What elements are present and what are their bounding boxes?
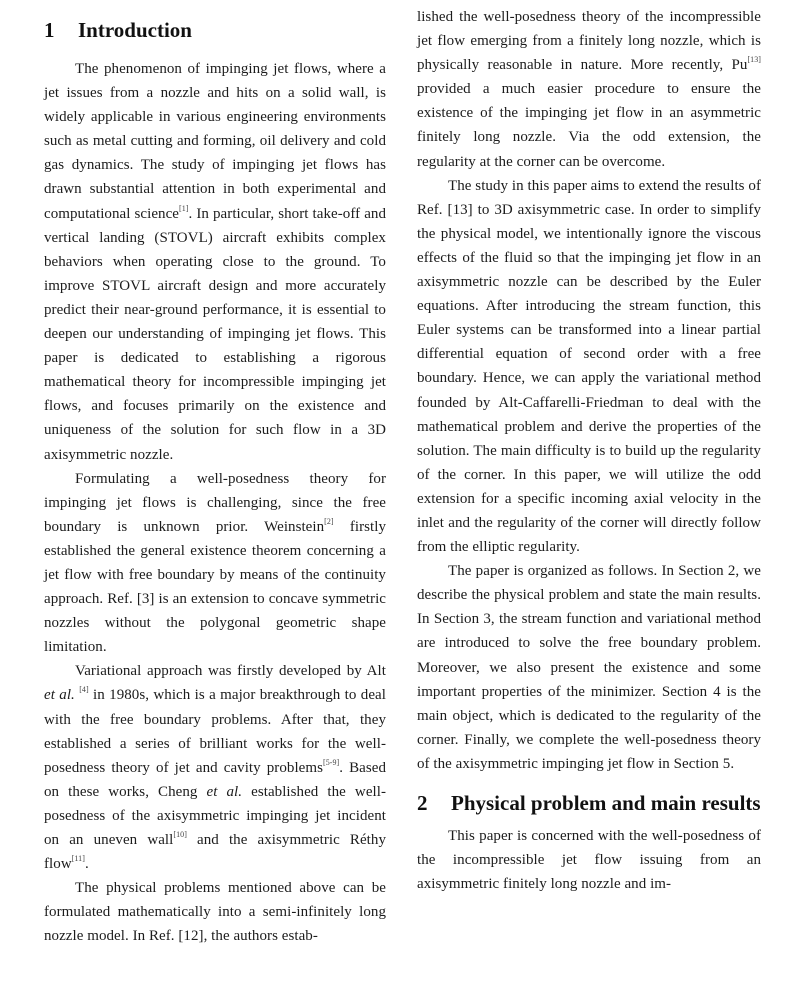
citation: [2] (324, 516, 334, 526)
citation: [4] (79, 685, 89, 695)
section-2-heading (417, 788, 761, 818)
section-title: Physical problem and main results (451, 791, 761, 815)
citation: [13] (747, 55, 761, 65)
paragraph: The paper is organized as follows. In Section 2, we describe the physical problem and state the main results. In Section 3, the stream function and variational method are introduced to solve the free boundary problem. Moreover, we also present the existence and some important properties of the minimizer. Section 4 is the main object, which is dedicated to the regularity of the corner. Finally, we complete the well-posedness theory of the axisymmetric impinging jet flow in Section 5. (417, 563, 761, 772)
left-column (44, 0, 386, 948)
paragraph: The phenomenon of impinging jet flows, where a jet issues from a nozzle and hits on a solid wall, is widely applicable in various engineering environments such as metal cutting and forming, oil delivery and cold gas dynamics. The study of impinging jet flows has drawn substantial attention in both experimental and computational science[1]. In particular, short take-off and vertical landing (STOVL) aircraft exhibits complex behaviors when operating close to the ground. To improve STOVL aircraft design and more accurately predict their near-ground performance, it is essential to deepen our understanding of impinging jet flows. This paper is dedicated to establishing a rigorous mathematical theory for incompressible impinging jet flows, and focuses primarily on the existence and uniqueness of the solution for such flow in a 3D axisymmetric nozzle. (44, 61, 387, 463)
right-column (417, 0, 761, 896)
paragraph: The study in this paper aims to extend the results of Ref. [13] to 3D axisymmetric case. In order to simplify the physical model, we intentionally ignore the viscous effects of the fluid so that the impinging jet flow in an axisymmetric nozzle can be described by the Euler equations. After introducing the stream function, this Euler systems can be transformed into a linear partial differential equation of second order with a free boundary. Hence, we can apply the variational method founded by Alt-Caffarelli-Friedman to deal with the mathematical problem and derive the properties of the solution. The main difficulty is to build up the regularity of the corner. In this paper, we will utilize the odd extension for a specific incoming axial velocity in the inlet and the regularity of the corner will directly follow from the elliptic regularity. (417, 177, 761, 556)
citation: [10] (173, 830, 187, 839)
citation: [1] (179, 203, 189, 213)
paragraph: This paper is concerned with the well-posedness of the incompressible jet flow issuing from an axisymmetric finitely long nozzle and im- (417, 828, 761, 893)
paragraph: lished the well-posedness theory of the incompressible jet flow emerging from a finitely long nozzle, which is physically reasonable in nature. More recently, Pu[13] provided a much easier procedure to ensure the existence of the impinging jet flow in an asymmetric finitely long nozzle. Via the odd extension, the regularity at the corner can be overcome. (417, 9, 761, 170)
paragraph: The physical problems mentioned above can be formulated mathematically into a semi-infinitely long nozzle model. In Ref. [12], the authors estab- (44, 880, 386, 945)
paragraph: Formulating a well-posedness theory for impinging jet flows is challenging, since the free boundary is unknown prior. Weinstein[2] firstly established the general existence theorem concerning a jet flow with free boundary by means of the continuity approach. Ref. [3] is an extension to concave symmetric nozzles without the polygonal geometric shape limitation. (44, 470, 386, 656)
citation: [11] (71, 854, 85, 864)
section-1-heading (44, 15, 386, 45)
citation: [5-9] (322, 757, 340, 767)
section-title: Introduction (78, 18, 192, 42)
section-number: 2 (417, 791, 428, 815)
paragraph: Variational approach was firstly developed by Alt et al. [4] in 1980s, which is a major breakthrough to deal with the free boundary problems. After that, they established a series of brilliant works for the well-posedness theory of jet and cavity problems[5-9]. Based on these works, Cheng et al. established the well-posedness of the axisymmetric impinging jet incident on an uneven wall[10] and the axisymmetric Réthy flow[11]. (44, 663, 387, 873)
section-number: 1 (44, 18, 55, 42)
